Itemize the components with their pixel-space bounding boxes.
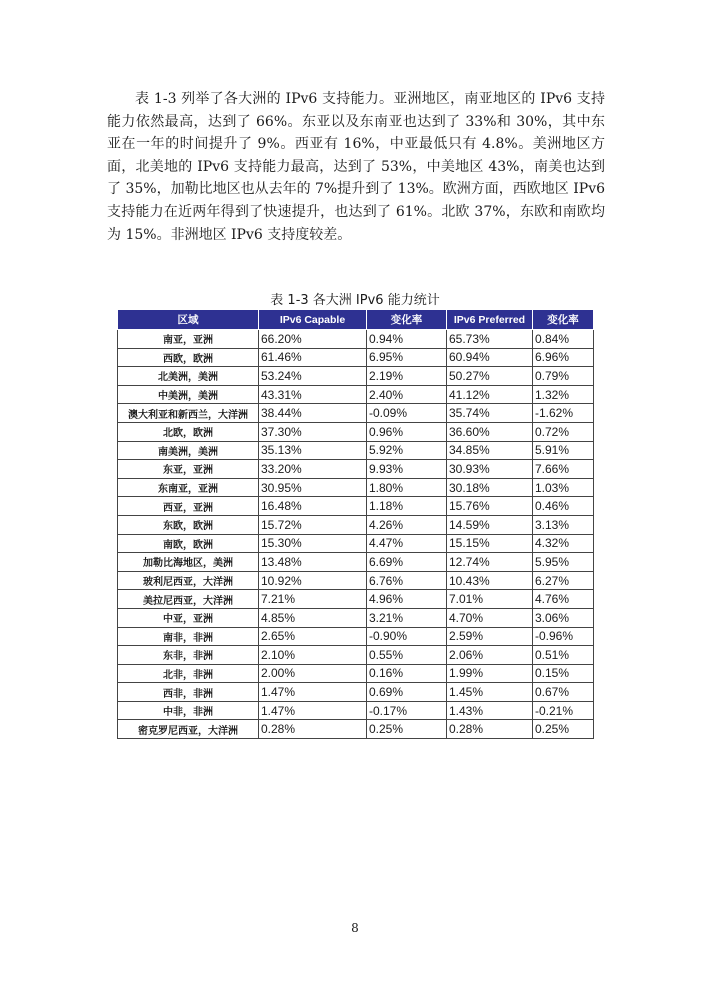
value-cell: 1.03% <box>533 478 594 497</box>
value-cell: 9.93% <box>367 460 447 479</box>
region-cell: 南欧，欧洲 <box>118 534 259 553</box>
table-row <box>118 571 594 590</box>
value-cell: 0.72% <box>533 422 594 441</box>
region-cell: 北欧，欧洲 <box>118 422 259 441</box>
column-header: 区域 <box>118 310 259 330</box>
value-cell: 43.31% <box>259 385 367 404</box>
table-caption: 表 1-3 各大洲 IPv6 能力统计 <box>270 293 440 308</box>
value-cell: 2.40% <box>367 385 447 404</box>
value-cell: 0.94% <box>367 330 447 349</box>
value-cell: 0.28% <box>447 720 533 739</box>
value-cell: 6.96% <box>533 348 594 367</box>
column-header: IPv6 Capable <box>259 310 367 330</box>
value-cell: 12.74% <box>447 553 533 572</box>
region-cell: 中美洲，美洲 <box>118 385 259 404</box>
value-cell: -0.21% <box>533 701 594 720</box>
value-cell: 1.47% <box>259 683 367 702</box>
table-row <box>118 646 594 665</box>
value-cell: 3.21% <box>367 608 447 627</box>
value-cell: 36.60% <box>447 422 533 441</box>
value-cell: 1.18% <box>367 497 447 516</box>
value-cell: -0.17% <box>367 701 447 720</box>
table-row <box>118 385 594 404</box>
value-cell: 66.20% <box>259 330 367 349</box>
table-row <box>118 683 594 702</box>
region-cell: 北非，非洲 <box>118 664 259 683</box>
region-cell: 东南亚，亚洲 <box>118 478 259 497</box>
value-cell: 4.47% <box>367 534 447 553</box>
value-cell: 1.43% <box>447 701 533 720</box>
table-row <box>118 497 594 516</box>
value-cell: 41.12% <box>447 385 533 404</box>
value-cell: 14.59% <box>447 515 533 534</box>
value-cell: 65.73% <box>447 330 533 349</box>
value-cell: 0.84% <box>533 330 594 349</box>
value-cell: 1.45% <box>447 683 533 702</box>
table-row <box>118 701 594 720</box>
value-cell: 30.18% <box>447 478 533 497</box>
value-cell: 1.32% <box>533 385 594 404</box>
value-cell: 6.95% <box>367 348 447 367</box>
region-cell: 加勒比海地区，美洲 <box>118 553 259 572</box>
body-paragraph: 表 1-3 列举了各大洲的 IPv6 支持能力。亚洲地区，南亚地区的 IPv6 支持能力依然最高，达到了 66%。东亚以及东南亚也达到了 33%和 30%，其中东亚在一年的时间提升了 9%。西亚有 16%，中亚最低只有 4.8%。美洲地区方面，北美地的 IPv6 支持能力最高，达到了 53%，中美地区 43%，南美也达到了 35%，加勒比地区也从去年的 7%提升到了 13%。欧洲方面，西欧地区 IPv6 支持能力在近两年得到了快速提升，也达到了 61%。北欧 37%，东欧和南欧均为 15%。非洲地区 IPv6 支持度较差。 <box>107 91 606 243</box>
table-row <box>118 422 594 441</box>
value-cell: 7.21% <box>259 590 367 609</box>
value-cell: 4.76% <box>533 590 594 609</box>
table-row <box>118 627 594 646</box>
table-row <box>118 330 594 349</box>
region-cell: 中非，非洲 <box>118 701 259 720</box>
value-cell: 5.95% <box>533 553 594 572</box>
value-cell: 6.27% <box>533 571 594 590</box>
value-cell: 2.06% <box>447 646 533 665</box>
region-cell: 西亚，亚洲 <box>118 497 259 516</box>
value-cell: 0.15% <box>533 664 594 683</box>
column-header: 变化率 <box>533 310 594 330</box>
value-cell: 5.92% <box>367 441 447 460</box>
value-cell: 0.69% <box>367 683 447 702</box>
region-cell: 中亚，亚洲 <box>118 608 259 627</box>
ipv6-stats-table <box>117 309 594 739</box>
value-cell: 0.46% <box>533 497 594 516</box>
value-cell: 1.99% <box>447 664 533 683</box>
value-cell: 34.85% <box>447 441 533 460</box>
value-cell: 35.74% <box>447 404 533 423</box>
value-cell: 38.44% <box>259 404 367 423</box>
value-cell: 2.59% <box>447 627 533 646</box>
region-cell: 西非，非洲 <box>118 683 259 702</box>
table-row <box>118 348 594 367</box>
value-cell: 4.26% <box>367 515 447 534</box>
region-cell: 东亚，亚洲 <box>118 460 259 479</box>
value-cell: 7.66% <box>533 460 594 479</box>
value-cell: 2.00% <box>259 664 367 683</box>
value-cell: 10.92% <box>259 571 367 590</box>
column-header: IPv6 Preferred <box>447 310 533 330</box>
table-header-row <box>118 310 594 330</box>
value-cell: 0.55% <box>367 646 447 665</box>
value-cell: -0.90% <box>367 627 447 646</box>
value-cell: 0.25% <box>533 720 594 739</box>
region-cell: 北美洲，美洲 <box>118 367 259 386</box>
value-cell: 3.13% <box>533 515 594 534</box>
value-cell: 0.79% <box>533 367 594 386</box>
value-cell: 2.65% <box>259 627 367 646</box>
table-row <box>118 441 594 460</box>
value-cell: 6.69% <box>367 553 447 572</box>
region-cell: 美拉尼西亚，大洋洲 <box>118 590 259 609</box>
page-number: 8 <box>351 921 359 935</box>
value-cell: 13.48% <box>259 553 367 572</box>
value-cell: 0.25% <box>367 720 447 739</box>
table-row <box>118 478 594 497</box>
value-cell: 15.72% <box>259 515 367 534</box>
value-cell: 0.96% <box>367 422 447 441</box>
value-cell: 3.06% <box>533 608 594 627</box>
value-cell: 0.67% <box>533 683 594 702</box>
table-row <box>118 664 594 683</box>
region-cell: 西欧，欧洲 <box>118 348 259 367</box>
table-row <box>118 460 594 479</box>
region-cell: 玻利尼西亚，大洋洲 <box>118 571 259 590</box>
value-cell: 16.48% <box>259 497 367 516</box>
table-row <box>118 720 594 739</box>
value-cell: 30.95% <box>259 478 367 497</box>
table-row <box>118 367 594 386</box>
value-cell: 4.85% <box>259 608 367 627</box>
value-cell: 2.10% <box>259 646 367 665</box>
value-cell: 15.15% <box>447 534 533 553</box>
value-cell: 33.20% <box>259 460 367 479</box>
value-cell: 2.19% <box>367 367 447 386</box>
region-cell: 南非，非洲 <box>118 627 259 646</box>
table-row <box>118 553 594 572</box>
value-cell: 4.96% <box>367 590 447 609</box>
table-body <box>118 330 594 739</box>
value-cell: 7.01% <box>447 590 533 609</box>
value-cell: 5.91% <box>533 441 594 460</box>
value-cell: 0.16% <box>367 664 447 683</box>
value-cell: 15.76% <box>447 497 533 516</box>
region-cell: 密克罗尼西亚，大洋洲 <box>118 720 259 739</box>
table-row <box>118 608 594 627</box>
value-cell: 30.93% <box>447 460 533 479</box>
value-cell: 37.30% <box>259 422 367 441</box>
region-cell: 南亚，亚洲 <box>118 330 259 349</box>
value-cell: 4.32% <box>533 534 594 553</box>
value-cell: 1.47% <box>259 701 367 720</box>
table-row <box>118 534 594 553</box>
value-cell: 61.46% <box>259 348 367 367</box>
value-cell: 53.24% <box>259 367 367 386</box>
region-cell: 澳大利亚和新西兰，大洋洲 <box>118 404 259 423</box>
value-cell: 0.28% <box>259 720 367 739</box>
value-cell: 10.43% <box>447 571 533 590</box>
value-cell: 50.27% <box>447 367 533 386</box>
value-cell: 1.80% <box>367 478 447 497</box>
value-cell: 6.76% <box>367 571 447 590</box>
value-cell: 4.70% <box>447 608 533 627</box>
value-cell: 60.94% <box>447 348 533 367</box>
table-row <box>118 590 594 609</box>
table-row <box>118 404 594 423</box>
value-cell: -1.62% <box>533 404 594 423</box>
value-cell: -0.96% <box>533 627 594 646</box>
value-cell: 0.51% <box>533 646 594 665</box>
column-header: 变化率 <box>367 310 447 330</box>
region-cell: 南美洲，美洲 <box>118 441 259 460</box>
region-cell: 东欧，欧洲 <box>118 515 259 534</box>
value-cell: 15.30% <box>259 534 367 553</box>
region-cell: 东非，非洲 <box>118 646 259 665</box>
table-row <box>118 515 594 534</box>
value-cell: -0.09% <box>367 404 447 423</box>
value-cell: 35.13% <box>259 441 367 460</box>
